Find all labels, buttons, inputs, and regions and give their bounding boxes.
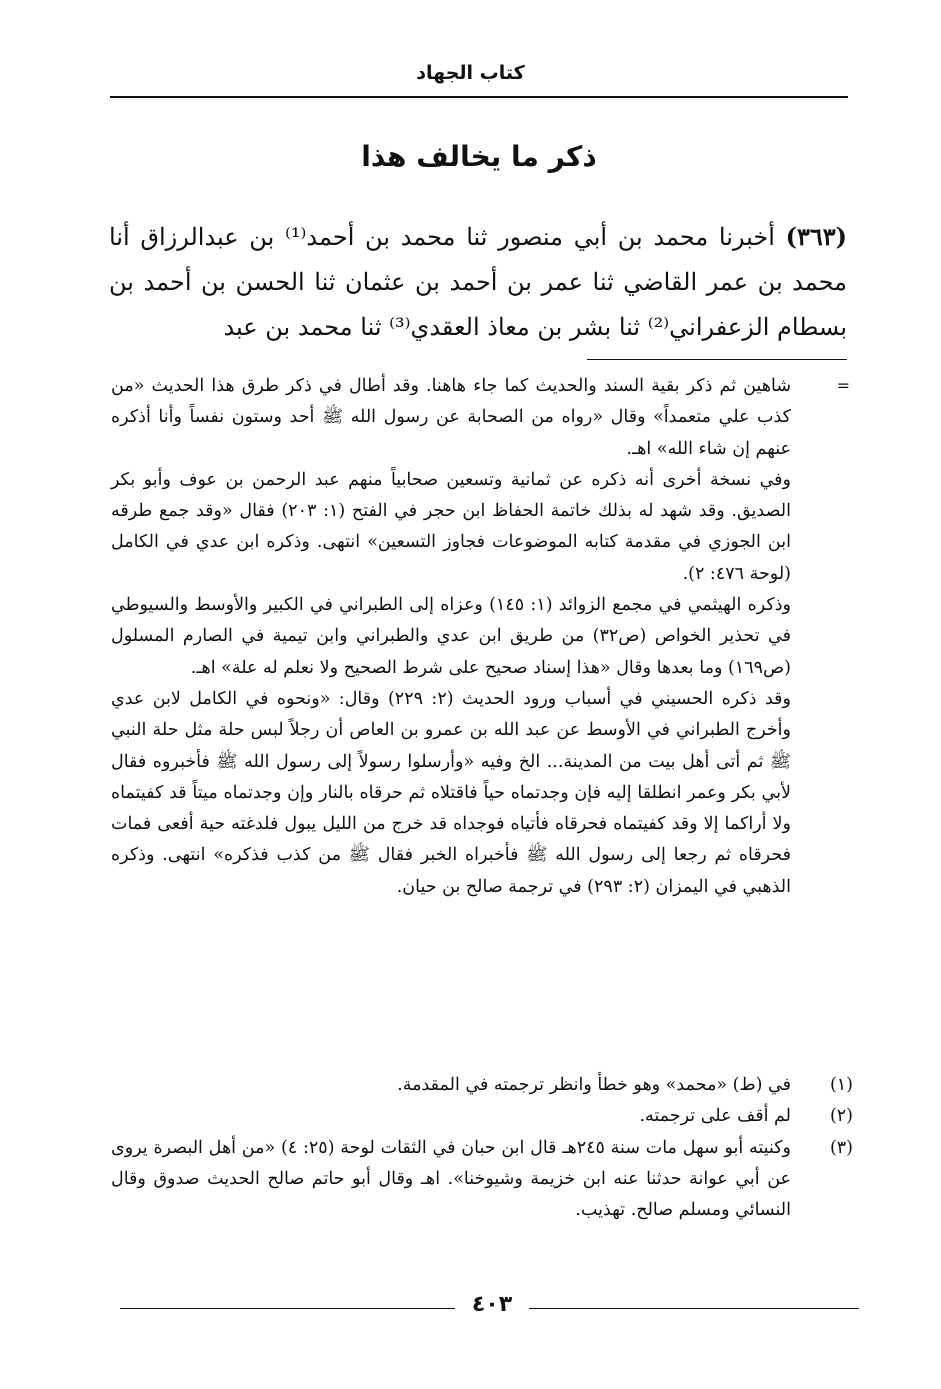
continued-notes xyxy=(111,371,791,903)
footnote-text: لم أقف على ترجمته. xyxy=(639,1106,791,1127)
hadith-paragraph xyxy=(109,214,847,350)
header-rule xyxy=(110,96,848,98)
note-paragraph: شاهين ثم ذكر بقية السند والحديث كما جاء هاهنا. وقد أطال في ذكر طرق هذا الحديث «من كذب علي متعمداً» وقال «رواه من الصحابة عن رسول الله ﷺ أحد وستون نفساً وأنا أذكره عنهم إن شاء الله» اهـ. xyxy=(111,376,791,459)
footnote-item xyxy=(111,1101,853,1132)
running-head: كتاب الجهاد xyxy=(416,62,525,84)
footnote-separator xyxy=(587,359,847,360)
hadith-text: أخبرنا محمد بن أبي منصور ثنا محمد بن أحمد⁽¹⁾ بن عبدالرزاق أنا محمد بن عمر القاضي ثنا عمر بن أحمد بن عثمان ثنا الحسن بن أحمد بن بسطام الزعفراني⁽²⁾ ثنا بشر بن معاذ العقدي⁽³⁾ ثنا محمد بن عبد xyxy=(109,223,847,341)
footnote-number: (٣) xyxy=(829,1137,853,1158)
footnote-number: (٢) xyxy=(829,1106,853,1127)
footnotes xyxy=(111,1070,853,1226)
hadith-number: (٣٦٣) xyxy=(785,222,848,251)
footnote-number: (١) xyxy=(829,1075,853,1095)
page-number: ٤٠٣ xyxy=(471,1292,513,1317)
footnote-item xyxy=(111,1133,853,1227)
footnote-item xyxy=(111,1070,853,1101)
footnote-text: في (ط) «محمد» وهو خطأ وانظر ترجمته في المقدمة. xyxy=(397,1075,791,1095)
main-text xyxy=(109,214,847,350)
footer-rule-left xyxy=(120,1308,455,1309)
footnote-text: وكنيته أبو سهل مات سنة ٢٤٥هـ قال ابن حبان في الثقات لوحة (٢٥: ٤) «من أهل البصرة يروى عن أبي عوانة حدثنا عنه ابن خزيمة وشيوخنا». اهـ وقال أبو حاتم صالح الحديث صدوق وقال النسائي ومسلم صالح. تهذيب. xyxy=(111,1137,792,1221)
note-paragraph: وفي نسخة أخرى أنه ذكره عن ثمانية وتسعين صحابياً منهم عبد الرحمن بن عوف وأبو بكر الصديق. وقد شهد له بذلك خاتمة الحفاظ ابن حجر في الفتح (١: ٢٠٣) فقال «وقد جمع طرقه ابن الجوزي في مقدمة كتابه الموضوعات فجاوز التسعين» انتهى. وذكره ابن عدي في الكامل (لوحة ٤٧٦: ٢). xyxy=(111,469,791,584)
footer-rule-right xyxy=(529,1308,859,1309)
note-paragraph: وقد ذكره الحسيني في أسباب ورود الحديث (٢: ٢٢٩) وقال: «ونحوه في الكامل لابن عدي وأخرج الطبراني في الأوسط عن عبد الله بن عمرو بن العاص أن رجلاً لبس حلة مثل حلة النبي ﷺ ثم أتى أهل بيت من المدينة... الخ وفيه «وأرسلوا رسولاً إلى رسول الله ﷺ فأخبروه فقال لأبي بكر وعمر انطلقا إليه فإن وجدتماه حياً فاقتلاه ثم حرقاه بالنار وإن وجدتماه ميتاً قد كفيتماه ولا أراكما إلا وقد كفيتماه فحرقاه فأتياه فوجداه قد خرج من الليل يبول فلدغته حية أفعى فمات فحرقاه ثم رجعا إلى رسول الله ﷺ فأخبراه الخبر فقال ﷺ من كذب فذكره» انتهى. وذكره الذهبي في اليمزان (٢: ٢٩٣) في ترجمة صالح بن حيان. xyxy=(111,688,791,897)
section-title: ذكر ما يخالف هذا xyxy=(361,140,597,173)
continued-note-mark: = xyxy=(836,376,850,395)
note-paragraph: وذكره الهيثمي في مجمع الزوائد (١: ١٤٥) وعزاه إلى الطبراني في الكبير والأوسط والسيوطي في تحذير الخواص (ص٣٢) من طريق ابن عدي والطبراني وابن تيمية في الصارم المسلول (ص١٦٩) وما بعدها وقال «هذا إسناد صحيح على شرط الصحيح ولا نعلم له علة» اهـ. xyxy=(111,595,791,678)
